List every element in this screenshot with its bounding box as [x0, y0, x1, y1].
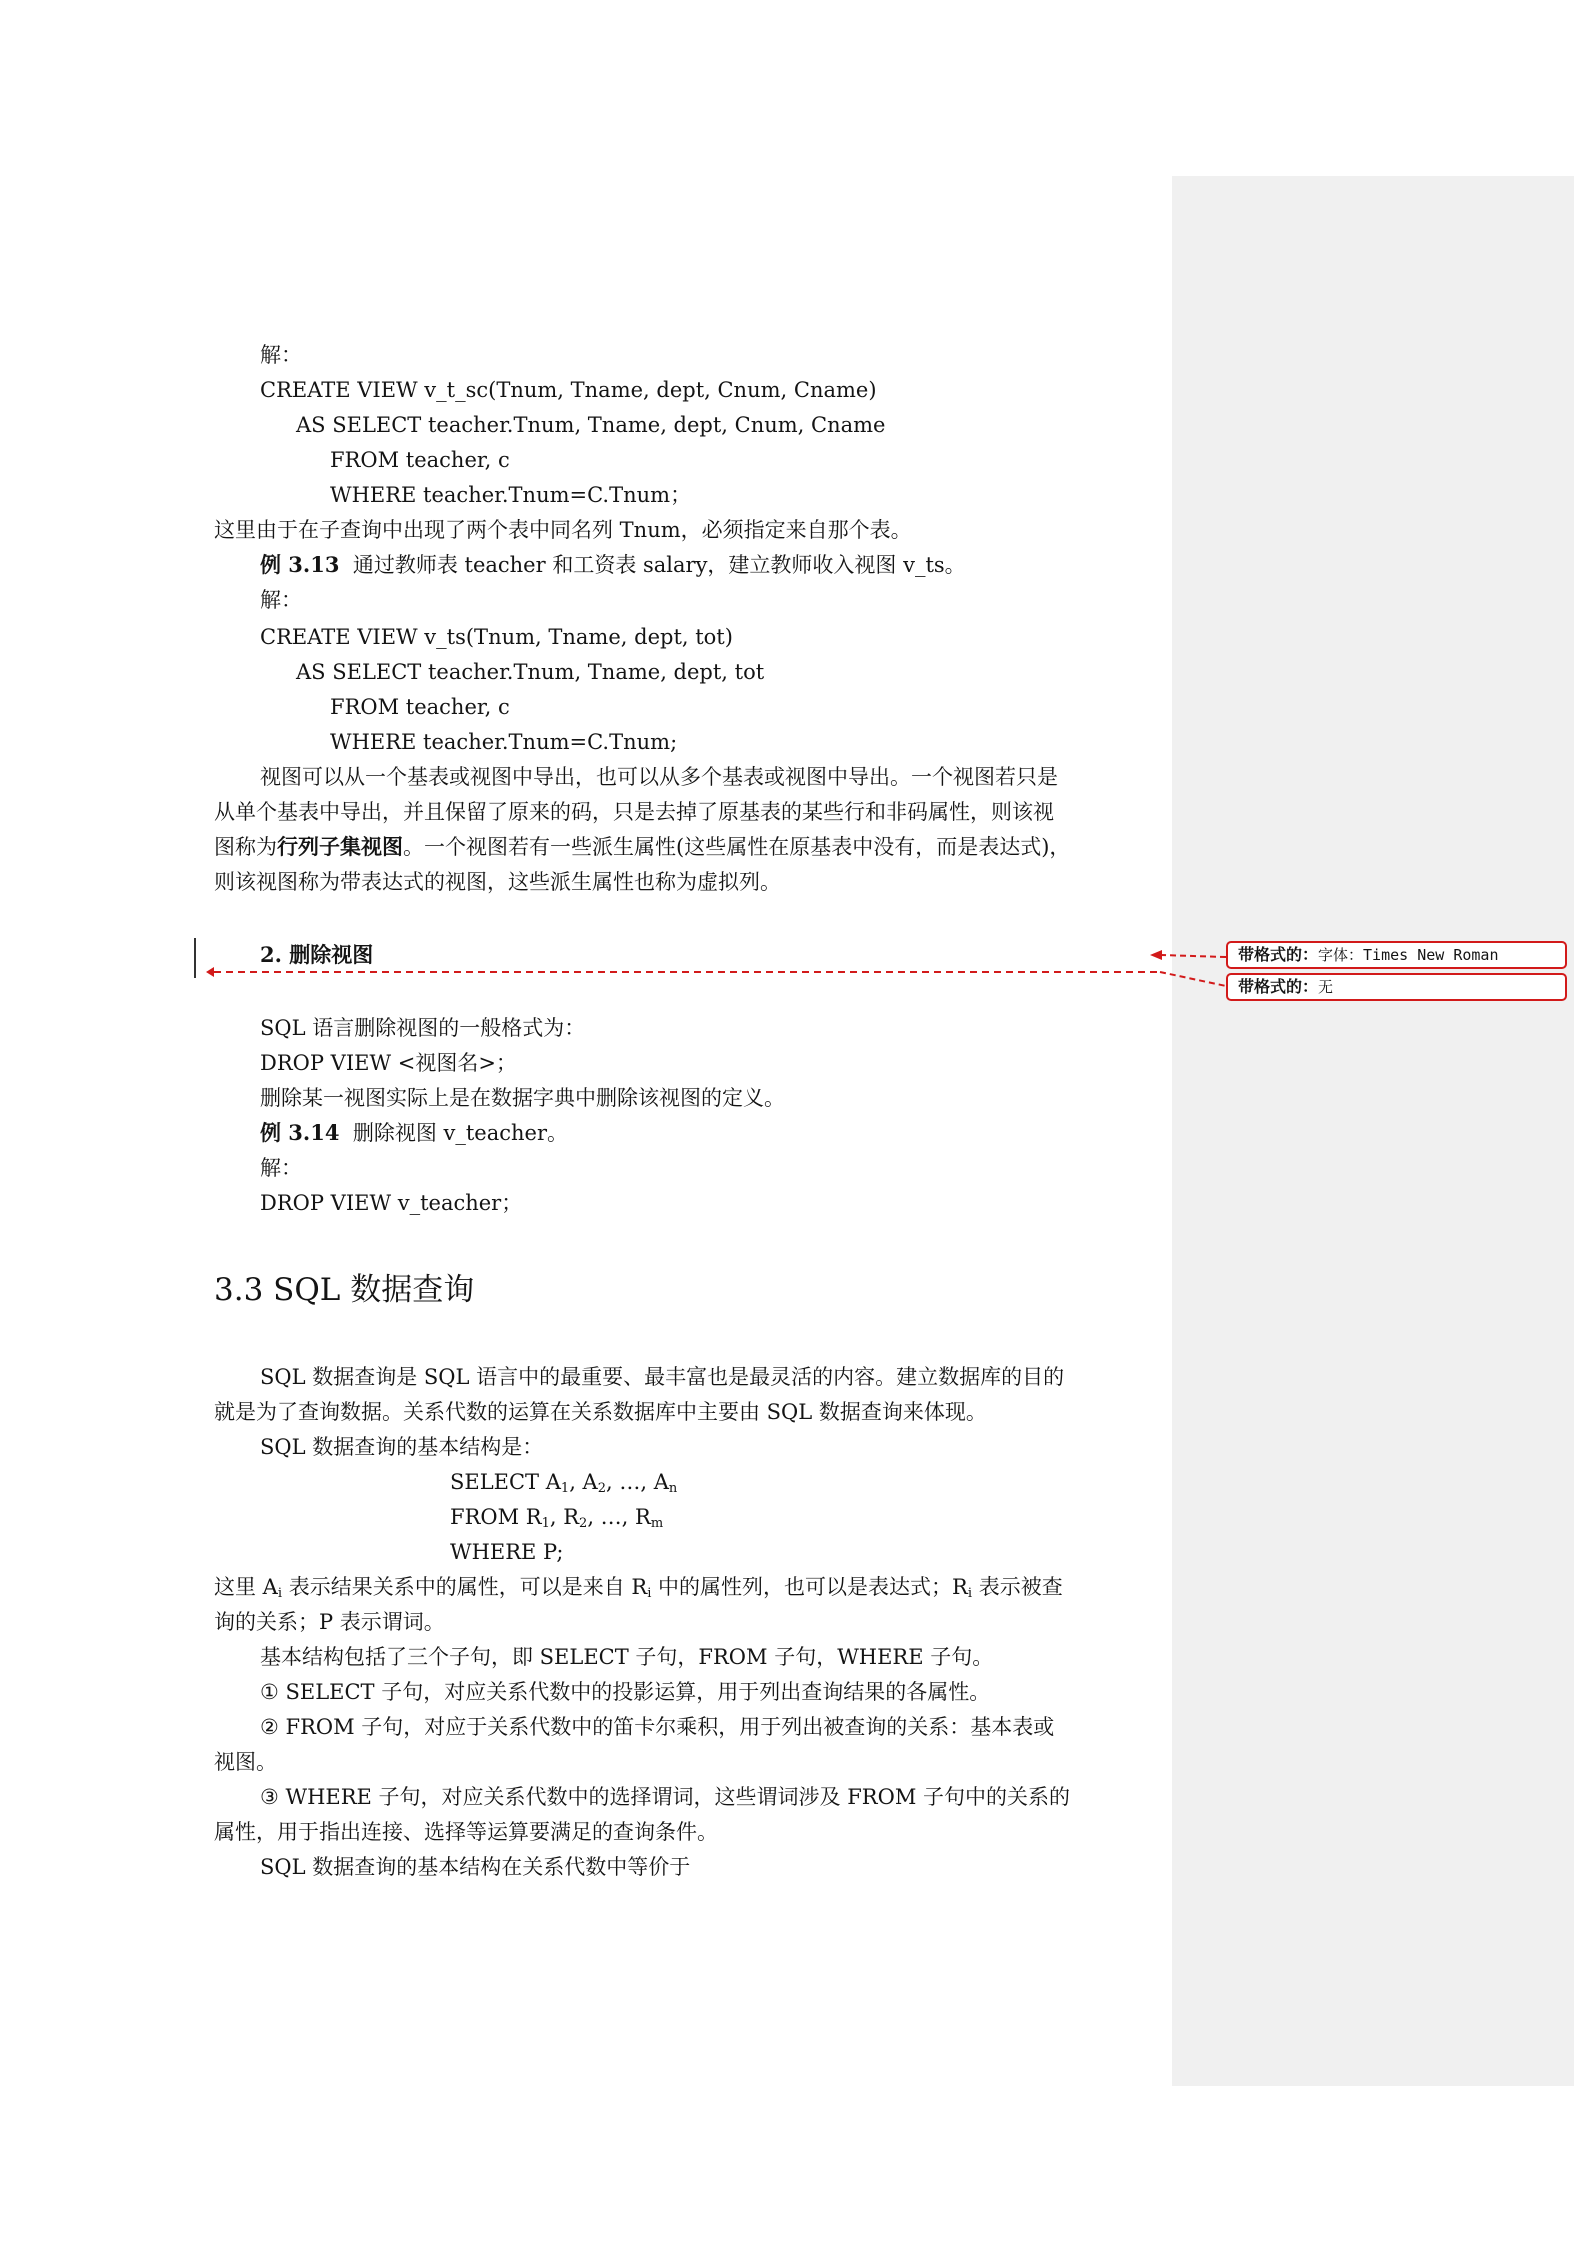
example-label: 例 3.14 — [260, 1120, 340, 1145]
revision-leader-arrow — [1150, 950, 1162, 960]
code-line: CREATE VIEW v_t_sc(Tnum, Tname, dept, Cnum, Cname) — [260, 378, 877, 402]
code-line: WHERE teacher.Tnum=C.Tnum; — [330, 730, 678, 754]
paragraph-line: SQL 语言删除视图的一般格式为： — [260, 1016, 586, 1040]
answer-label: 解： — [260, 343, 302, 367]
paragraph-line: 询的关系；P 表示谓词。 — [214, 1610, 445, 1634]
paragraph-note: 这里由于在子查询中出现了两个表中同名列 Tnum，必须指定来自那个表。 — [214, 518, 912, 542]
paragraph-line: 删除某一视图实际上是在数据字典中删除该视图的定义。 — [260, 1086, 785, 1110]
formula-where: WHERE P; — [450, 1540, 564, 1564]
paragraph-line: 视图可以从一个基表或视图中导出，也可以从多个基表或视图中导出。一个视图若只是 — [260, 765, 1058, 789]
code-line: FROM teacher, c — [330, 695, 510, 719]
list-item: ② FROM 子句，对应于关系代数中的笛卡尔乘积，用于列出被查询的关系：基本表或 — [260, 1715, 1055, 1739]
bold-term: 行列子集视图 — [277, 834, 403, 859]
list-item-continuation: 视图。 — [214, 1750, 277, 1774]
example-text: 删除视图 v_teacher。 — [352, 1121, 569, 1145]
code-line: WHERE teacher.Tnum=C.Tnum； — [330, 483, 692, 507]
paragraph-line: SQL 数据查询的基本结构在关系代数中等价于 — [260, 1855, 691, 1879]
revision-anchor-arrow — [206, 967, 214, 977]
paragraph-line: SQL 数据查询的基本结构是： — [260, 1435, 544, 1459]
section-heading: 3.3 SQL 数据查询 — [214, 1272, 475, 1308]
code-line: AS SELECT teacher.Tnum, Tname, dept, tot — [296, 660, 765, 684]
comment-value: 无 — [1318, 978, 1334, 996]
code-line: DROP VIEW v_teacher； — [260, 1191, 523, 1215]
code-line: FROM teacher, c — [330, 448, 510, 472]
example-text: 通过教师表 teacher 和工资表 salary，建立教师收入视图 v_ts。 — [352, 553, 966, 577]
format-comment-balloon[interactable] — [1226, 941, 1567, 969]
comment-label: 带格式的： — [1238, 945, 1319, 964]
list-item-continuation: 属性，用于指出连接、选择等运算要满足的查询条件。 — [214, 1820, 718, 1844]
code-line: AS SELECT teacher.Tnum, Tname, dept, Cnum, Cname — [296, 413, 886, 437]
example-label: 例 3.13 — [260, 552, 340, 577]
revision-leader-line — [1160, 972, 1226, 986]
paragraph-line: 基本结构包括了三个子句，即 SELECT 子句，FROM 子句，WHERE 子句。 — [260, 1645, 994, 1669]
answer-label: 解： — [260, 1156, 302, 1180]
paragraph-line: SQL 数据查询是 SQL 语言中的最重要、最丰富也是最灵活的内容。建立数据库的目的 — [260, 1365, 1065, 1389]
subsection-heading: 2. 删除视图 — [260, 942, 374, 967]
formula-select: SELECT $A_1$, $A_2$, …, $A_n$ — [450, 1470, 678, 1496]
list-item: ① SELECT 子句，对应关系代数中的投影运算，用于列出查询结果的各属性。 — [260, 1680, 991, 1704]
list-item: ③ WHERE 子句，对应关系代数中的选择谓词，这些谓词涉及 FROM 子句中的关系的 — [260, 1785, 1070, 1809]
revision-leader-line — [1160, 955, 1226, 957]
code-line: CREATE VIEW v_ts(Tnum, Tname, dept, tot) — [260, 625, 733, 649]
answer-label: 解： — [260, 588, 302, 612]
paragraph-line: 从单个基表中导出，并且保留了原来的码，只是去掉了原基表的某些行和非码属性，则该视 — [214, 800, 1054, 824]
paragraph-line: 图称为行列子集视图。一个视图若有一些派生属性(这些属性在原基表中没有，而是表达式)， — [214, 834, 1071, 859]
paragraph-line: 则该视图称为带表达式的视图，这些派生属性也称为虚拟列。 — [214, 870, 781, 894]
comment-value: 字体：Times New Roman — [1318, 946, 1499, 964]
paragraph-line: 这里 $A_i$ 表示结果关系中的属性，可以是来自 $R_i$ 中的属性列，也可以是表达式；$R_i$ 表示被查 — [214, 1575, 1063, 1601]
code-line: DROP VIEW <视图名>； — [260, 1051, 517, 1075]
format-comment-balloon[interactable] — [1226, 973, 1567, 1001]
paragraph-line: 就是为了查询数据。关系代数的运算在关系数据库中主要由 SQL 数据查询来体现。 — [214, 1400, 987, 1424]
comment-label: 带格式的： — [1238, 977, 1319, 996]
formula-from: FROM $R_1$, $R_2$, …, $R_m$ — [450, 1505, 664, 1531]
